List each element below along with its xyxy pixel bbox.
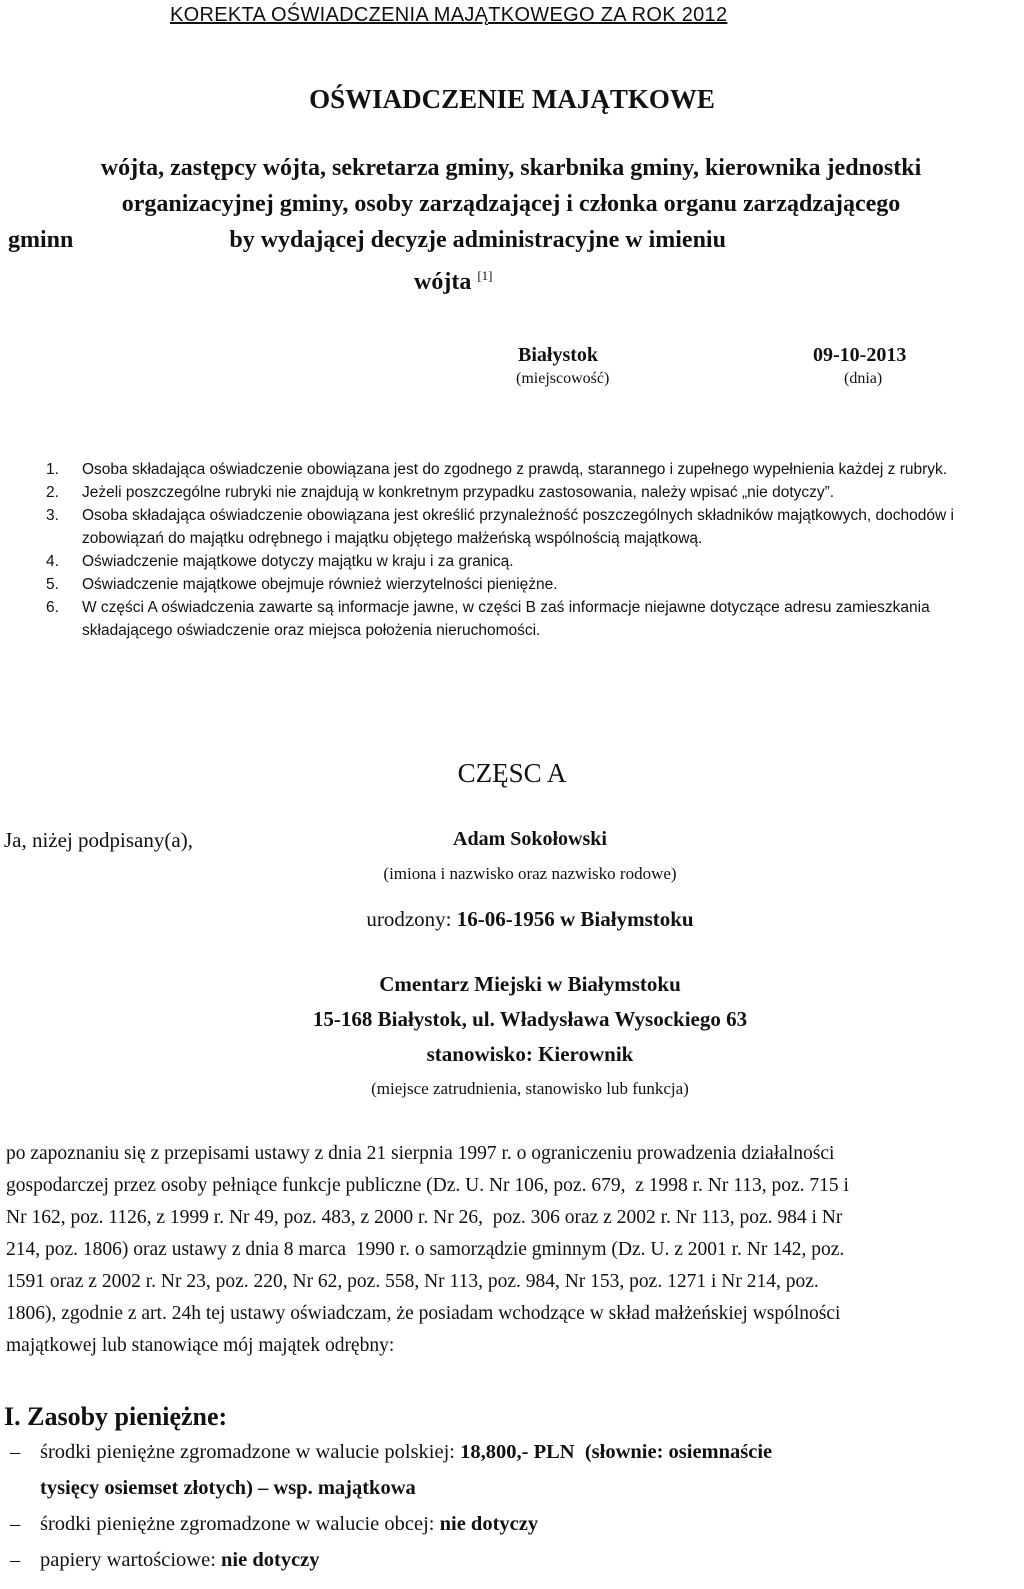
paragraph-line: majątkowej lub stanowiące mój majątek odrębny:	[6, 1335, 395, 1356]
part-a-title: CZĘSC A	[457, 758, 567, 788]
paragraph-line: 1591 oraz z 2002 r. Nr 23, poz. 220, Nr 62, poz. 558, Nr 113, poz. 984, Nr 153, poz. 1271 i Nr 214, poz.	[6, 1271, 819, 1292]
instruction-text: Osoba składająca oświadczenie obowiązana jest określić przynależność poszczególnych składników majątkowych, dochodów i zobowiązań do majątku odrębnego i majątku objętego małżeńską wspólnością majątkową.	[82, 507, 954, 547]
instruction-item	[46, 504, 1008, 550]
instruction-item	[46, 596, 1008, 642]
place-label: (miejscowość)	[516, 370, 610, 387]
declarant-intro: Ja, niżej podpisany(a),	[4, 828, 193, 852]
assets-list	[6, 1434, 1016, 1578]
instruction-number: 2.	[46, 484, 59, 501]
paragraph-line: 1806), zgodnie z art. 24h tej ustawy oświadczam, że posiadam wchodzące w skład małżeńskiej wspólności	[6, 1303, 841, 1324]
asset-label: papiery wartościowe:	[40, 1549, 216, 1571]
subtitle-line: gminn by wydającej decyzje administracyjne w imieniu	[8, 227, 726, 253]
employment-label: (miejsce zatrudnienia, stanowisko lub funkcja)	[371, 1079, 689, 1098]
instruction-item	[46, 458, 1008, 481]
birth-prefix: urodzony:	[366, 907, 452, 931]
birth-info	[230, 907, 830, 932]
paragraph-line: 214, poz. 1806) oraz ustawy z dnia 8 marca 1990 r. o samorządzie gminnym (Dz. U. z 2001 r. Nr 142, poz.	[6, 1239, 845, 1260]
asset-item-continuation	[6, 1470, 1016, 1506]
date-label: (dnia)	[844, 370, 883, 387]
legal-basis-paragraph	[6, 1138, 1006, 1362]
instruction-number: 6.	[46, 599, 59, 616]
employer-name: Cmentarz Miejski w Białymstoku	[379, 972, 681, 996]
asset-value-continued: tysięcy osiemset złotych) – wsp. majątkowa	[40, 1477, 416, 1499]
subtitle-line: wójta	[414, 269, 472, 295]
instructions-list	[46, 458, 1008, 642]
paragraph-line: Nr 162, poz. 1126, z 1999 r. Nr 49, poz. 483, z 2000 r. Nr 26, poz. 306 oraz z 2002 r. Nr 113, poz. 984 i Nr	[6, 1207, 843, 1228]
section-heading: I. Zasoby pieniężne:	[4, 1402, 228, 1431]
instruction-item	[46, 573, 1008, 596]
asset-item	[6, 1506, 1016, 1542]
instruction-number: 3.	[46, 507, 59, 524]
dash-bullet: –	[10, 1549, 21, 1571]
employment-position: stanowisko: Kierownik	[426, 1042, 634, 1066]
asset-value: nie dotyczy	[221, 1549, 320, 1571]
instruction-text: Oświadczenie majątkowe obejmuje również wierzytelności pieniężne.	[82, 576, 558, 593]
place-value: Białystok	[518, 344, 599, 366]
instruction-number: 5.	[46, 576, 59, 593]
asset-value: nie dotyczy	[439, 1513, 539, 1535]
paragraph-line: gospodarczej przez osoby pełniące funkcje publiczne (Dz. U. Nr 106, poz. 679, z 1998 r. Nr 113, poz. 715 i	[6, 1175, 849, 1196]
instruction-number: 4.	[46, 553, 59, 570]
footnote-marker: [1]	[477, 268, 493, 283]
instruction-text: Osoba składająca oświadczenie obowiązana jest do zgodnego z prawdą, starannego i zupełnego wypełnienia każdej z rubryk.	[82, 461, 948, 478]
asset-label: środki pieniężne zgromadzone w walucie polskiej:	[40, 1441, 455, 1463]
subtitle-line: wójta, zastępcy wójta, sekretarza gminy, skarbnika gminy, kierownika jednostki	[100, 155, 922, 181]
document-header: KOREKTA OŚWIADCZENIA MAJĄTKOWEGO ZA ROK 2012	[170, 4, 728, 26]
birth-value: 16-06-1956 w Białymstoku	[456, 907, 694, 931]
declarant-name: Adam Sokołowski	[453, 828, 607, 850]
asset-value: 18,800,- PLN (słownie: osiemnaście	[460, 1441, 773, 1463]
employer-address: 15-168 Białystok, ul. Władysława Wysockiego 63	[312, 1007, 748, 1031]
asset-item	[6, 1542, 1016, 1578]
dash-bullet: –	[10, 1513, 21, 1535]
dash-bullet: –	[10, 1441, 21, 1463]
asset-label: środki pieniężne zgromadzone w walucie obcej:	[40, 1513, 435, 1535]
subtitle-line-last	[6, 258, 1016, 300]
instruction-item	[46, 550, 1008, 573]
document-title: OŚWIADCZENIE MAJĄTKOWE	[309, 84, 715, 114]
instruction-text: Jeżeli poszczególne rubryki nie znajdują w konkretnym przypadku zastosowania, należy wpisać „nie dotyczy”.	[82, 484, 835, 501]
subtitle-line: organizacyjnej gminy, osoby zarządzającej i członka organu zarządzającego	[121, 191, 901, 217]
paragraph-line: po zapoznaniu się z przepisami ustawy z dnia 21 sierpnia 1997 r. o ograniczeniu prowadzenia działalności	[6, 1143, 835, 1164]
instruction-text: W części A oświadczenia zawarte są informacje jawne, w części B zaś informacje niejawne dotyczące adresu zamieszkania składającego oświadczenie oraz miejsca położenia nieruchomości.	[82, 599, 930, 639]
instruction-number: 1.	[46, 461, 59, 478]
date-value: 09-10-2013	[813, 344, 907, 366]
declarant-name-label: (imiona i nazwisko oraz nazwisko rodowe)	[383, 864, 677, 883]
instruction-item	[46, 481, 1008, 504]
document-subtitle	[6, 150, 1016, 300]
instruction-text: Oświadczenie majątkowe dotyczy majątku w kraju i za granicą.	[82, 553, 514, 570]
asset-item	[6, 1434, 1016, 1470]
